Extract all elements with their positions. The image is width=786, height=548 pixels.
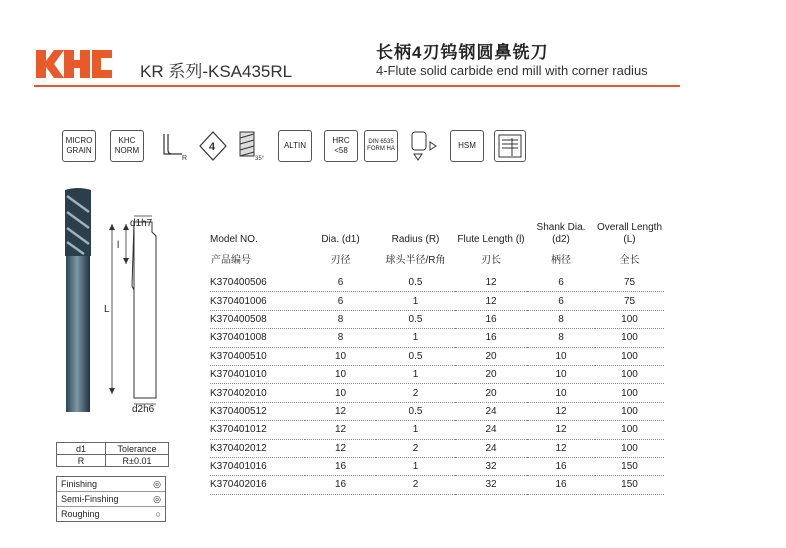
table-cell: 16	[305, 457, 376, 475]
table-cell: 1	[376, 457, 455, 475]
table-cell: 1	[376, 421, 455, 439]
altin-coating-icon: ALTIN	[278, 130, 312, 162]
header-overall-length-cn: 全长	[619, 254, 640, 266]
table-row	[210, 274, 664, 292]
tolerance-header-tolerance: Tolerance	[106, 443, 169, 455]
table-row	[210, 402, 664, 420]
table-cell: 75	[595, 274, 664, 292]
table-row	[210, 476, 664, 494]
spec-table	[210, 200, 664, 495]
d1-label: d1h7	[130, 218, 153, 229]
corner-radius-icon	[158, 130, 188, 162]
series-label: KR 系列-KSA435RL	[140, 62, 293, 81]
table-row	[210, 292, 664, 310]
roughing-row: Roughing ○	[61, 509, 161, 519]
tolerance-table	[56, 442, 169, 467]
table-cell: 16	[527, 457, 595, 475]
header-model: Model NO.	[210, 234, 258, 245]
header-dia: Dia. (d1)	[321, 234, 360, 245]
finishing-symbol-icon: ◎	[153, 478, 161, 489]
tool-photo	[52, 186, 104, 414]
header-radius: Radius (R)	[391, 234, 440, 245]
table-cell: 10	[527, 347, 595, 365]
table-cell: 1	[376, 292, 455, 310]
table-cell: 12	[305, 439, 376, 457]
table-cell: 16	[527, 476, 595, 494]
table-cell: 16	[455, 310, 527, 328]
table-cell: 10	[305, 384, 376, 402]
semi-finishing-symbol-icon: ◎	[153, 493, 161, 504]
table-cell: 1	[376, 365, 455, 383]
table-cell: 10	[305, 347, 376, 365]
table-cell: 12	[455, 274, 527, 292]
tool-drawing	[100, 206, 180, 416]
table-cell: K370402016	[210, 476, 305, 494]
table-cell: K370402010	[210, 384, 305, 402]
table-cell: 6	[527, 274, 595, 292]
L-label: L	[104, 304, 110, 315]
header-flute-length-cn: 刃长	[481, 254, 501, 266]
table-cell: 150	[595, 476, 664, 494]
table-cell: 8	[305, 310, 376, 328]
table-cell: K370402012	[210, 439, 305, 457]
header-model-cn: 产品编号	[211, 254, 251, 266]
table-cell: 6	[527, 292, 595, 310]
table-cell: 2	[376, 439, 455, 457]
table-cell: K370401012	[210, 421, 305, 439]
finishing-row: Finishing ◎	[57, 477, 165, 492]
table-cell: 0.5	[376, 310, 455, 328]
table-cell: 24	[455, 421, 527, 439]
roughing-symbol-icon: ○	[155, 509, 161, 519]
table-cell: 0.5	[376, 347, 455, 365]
table-row	[210, 421, 664, 439]
tolerance-r-label: R	[57, 455, 106, 467]
hrc-icon: HRC <58	[324, 130, 358, 162]
header-overall-length: Overall Length (L)	[596, 222, 663, 245]
table-cell: 100	[595, 347, 664, 365]
table-row	[210, 347, 664, 365]
header-shank-dia: Shank Dia. (d2)	[536, 222, 586, 245]
header-row-en	[210, 200, 664, 246]
hsm-icon: HSM	[450, 130, 484, 162]
svg-text:R: R	[182, 155, 188, 162]
helix-35-icon	[236, 130, 268, 162]
table-cell: 12	[305, 421, 376, 439]
table-cell: 20	[455, 365, 527, 383]
table-row	[210, 439, 664, 457]
svg-text:35°: 35°	[255, 156, 265, 162]
table-cell: 100	[595, 365, 664, 383]
four-flute-icon	[198, 130, 228, 162]
header-row-cn	[210, 246, 664, 274]
l-label: l	[117, 240, 120, 251]
tolerance-header-d1: d1	[57, 443, 106, 455]
micro-grain-icon: MICRO GRAIN	[62, 130, 96, 162]
cutting-direction-icon	[408, 130, 440, 162]
table-cell: 32	[455, 457, 527, 475]
table-row	[210, 329, 664, 347]
table-cell: K370400512	[210, 402, 305, 420]
table-cell: 8	[305, 329, 376, 347]
table-cell: 32	[455, 476, 527, 494]
table-cell: 10	[527, 384, 595, 402]
table-cell: 8	[527, 329, 595, 347]
header-shank-dia-cn: 柄径	[551, 254, 571, 266]
header-rule	[34, 85, 680, 87]
table-row	[210, 384, 664, 402]
slotting-icon	[494, 130, 526, 162]
table-cell: 0.5	[376, 402, 455, 420]
table-cell: K370400506	[210, 274, 305, 292]
table-cell: 100	[595, 329, 664, 347]
table-cell: 12	[527, 402, 595, 420]
table-cell: K370401016	[210, 457, 305, 475]
header-radius-cn: 球头半径/R角	[385, 254, 446, 266]
finishing-legend	[56, 476, 166, 522]
table-cell: 12	[455, 292, 527, 310]
d2-label: d2h6	[132, 404, 155, 415]
svg-text:4: 4	[209, 141, 216, 153]
table-row	[210, 365, 664, 383]
table-cell: 12	[305, 402, 376, 420]
table-cell: 150	[595, 457, 664, 475]
table-cell: 8	[527, 310, 595, 328]
table-row	[210, 310, 664, 328]
table-cell: 12	[527, 439, 595, 457]
table-cell: 1	[376, 329, 455, 347]
header-dia-cn: 刃径	[330, 254, 351, 266]
table-cell: 75	[595, 292, 664, 310]
table-cell: 10	[305, 365, 376, 383]
table-cell: 6	[305, 292, 376, 310]
tolerance-r-value: R±0.01	[106, 455, 169, 467]
khc-norm-icon: KHC NORM	[110, 130, 144, 162]
title-chinese: 长柄4刃钨钢圆鼻铣刀	[376, 43, 549, 62]
table-cell: K370401006	[210, 292, 305, 310]
table-row	[210, 457, 664, 475]
din-6535-icon: DIN 6535 FORM HA	[364, 130, 398, 162]
table-cell: 20	[455, 347, 527, 365]
table-cell: K370400508	[210, 310, 305, 328]
table-cell: K370400510	[210, 347, 305, 365]
table-cell: 2	[376, 476, 455, 494]
table-cell: 6	[305, 274, 376, 292]
table-cell: 24	[455, 402, 527, 420]
header-flute-length: Flute Length (l)	[457, 234, 525, 245]
semi-finishing-row: Semi-Finshing ◎	[57, 492, 165, 507]
table-cell: 16	[455, 329, 527, 347]
table-cell: 100	[595, 384, 664, 402]
table-cell: 16	[305, 476, 376, 494]
table-cell: 12	[527, 421, 595, 439]
table-cell: K370401010	[210, 365, 305, 383]
title-english: 4-Flute solid carbide end mill with corner radius	[376, 63, 648, 78]
khc-logo	[34, 44, 114, 84]
table-cell: 100	[595, 310, 664, 328]
table-cell: 0.5	[376, 274, 455, 292]
table-cell: 2	[376, 384, 455, 402]
table-cell: 24	[455, 439, 527, 457]
table-cell: 100	[595, 421, 664, 439]
table-cell: K370401008	[210, 329, 305, 347]
table-cell: 100	[595, 439, 664, 457]
table-cell: 20	[455, 384, 527, 402]
table-cell: 100	[595, 402, 664, 420]
table-cell: 10	[527, 365, 595, 383]
